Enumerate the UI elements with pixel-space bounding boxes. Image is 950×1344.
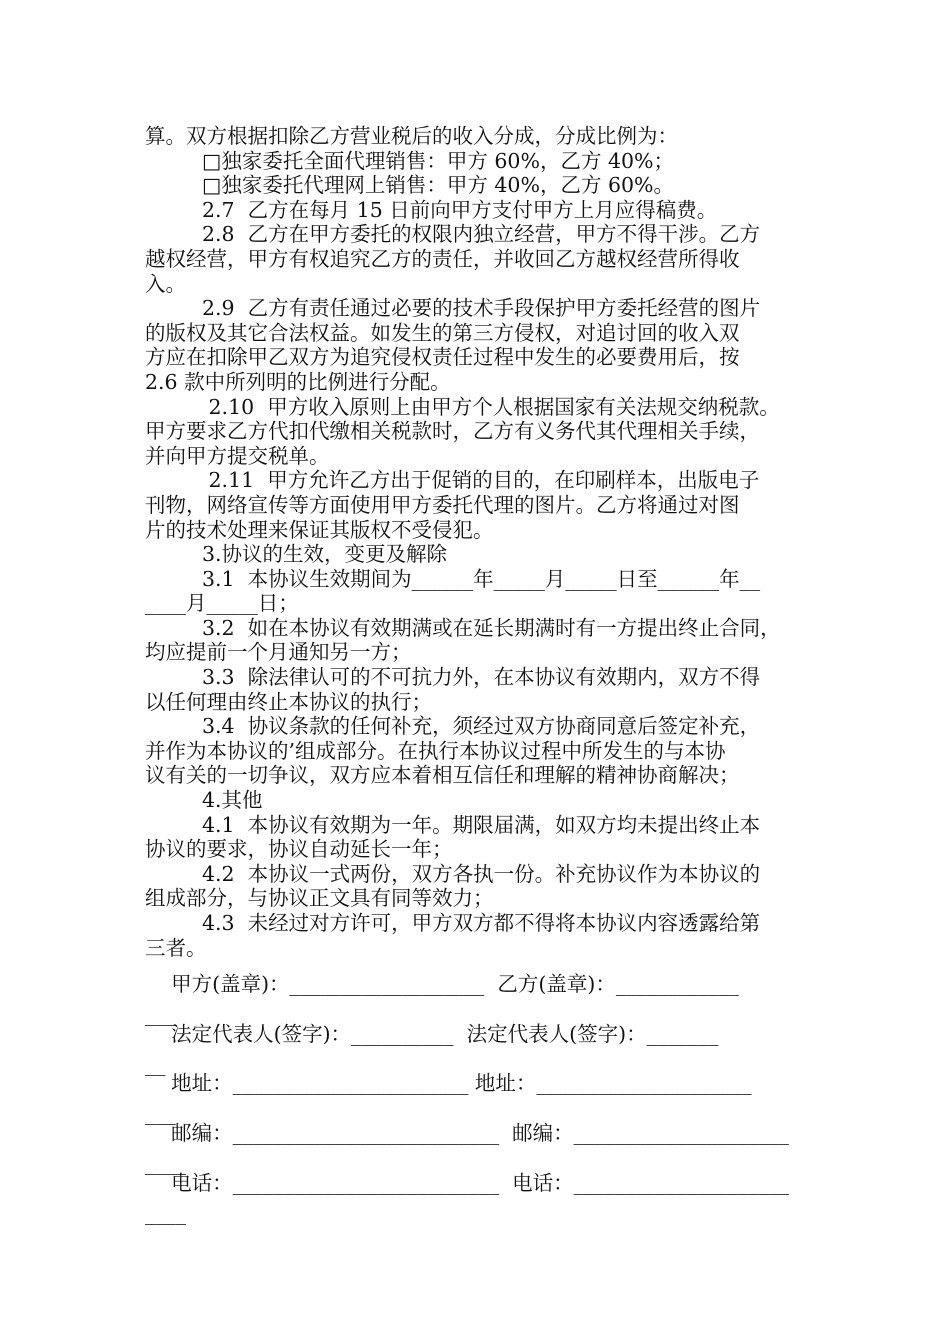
body-line: 片的技术处理来保证其版权不受侵犯。 — [145, 517, 494, 542]
signature-party-a-b-seal: 甲方(盖章)：___________________ 乙方(盖章)：____________ — [145, 972, 739, 996]
signature-postcode: 邮编：__________________________ 邮编：_____________________ — [145, 1121, 789, 1145]
option-checkbox-line: □独家委托全面代理销售：甲方 60%，乙方 40%； — [202, 148, 675, 173]
clause-3-2: 3.2 如在本协议有效期满或在延长期满时有一方提出终止合同， — [202, 615, 781, 640]
signature-address: 地址：_______________________ 地址：_____________________ — [145, 1071, 752, 1095]
body-line: 协议的要求，协议自动延长一年； — [145, 837, 453, 862]
contract-body — [145, 124, 810, 960]
body-line: 入。 — [145, 271, 186, 296]
signature-line-tail: __ — [145, 1052, 166, 1076]
signature-line-tail: ___ — [145, 1101, 176, 1125]
signature-phone: 电话：__________________________ 电话：_____________________ — [145, 1171, 789, 1195]
body-line: 并作为本协议的’组成部分。在执行本协议过程中所发生的与本协 — [145, 738, 726, 763]
body-line: 刊物，网络宣传等方面使用甲方委托代理的图片。乙方将通过对图 — [145, 492, 740, 517]
clause-4-2: 4.2 本协议一式两份，双方各执一份。补充协议作为本协议的 — [202, 861, 761, 886]
body-line: 以任何理由终止本协议的执行； — [145, 689, 432, 714]
clause-3-4: 3.4 协议条款的任何补充，须经过双方协商同意后签定补充， — [202, 714, 761, 739]
body-line: 2.6 款中所列明的比例进行分配。 — [145, 369, 451, 394]
clause-4-1: 4.1 本协议有效期为一年。期限届满，如双方均未提出终止本 — [202, 812, 761, 837]
signature-line-tail: ___ — [145, 1002, 176, 1026]
option-checkbox-line: □独家委托代理网上销售：甲方 40%，乙方 60%。 — [202, 173, 675, 198]
signature-line-tail: ____ — [145, 1201, 186, 1225]
clause-2-11: 2.11 甲方允许乙方出于促销的目的，在印刷样本，出版电子 — [202, 468, 760, 493]
section-heading-3: 3.协议的生效，变更及解除 — [202, 542, 448, 567]
signature-line-tail: ____ — [145, 1151, 186, 1175]
body-line: 三者。 — [145, 935, 207, 960]
body-line: 方应在扣除甲乙双方为追究侵权责任过程中发生的必要费用后，按 — [145, 345, 740, 370]
body-line: 越权经营，甲方有权追究乙方的责任，并收回乙方越权经营所得收 — [145, 246, 740, 271]
body-line: 议有关的一切争议，双方应本着相互信任和理解的精神协商解决； — [145, 763, 740, 788]
body-line: 并向甲方提交税单。 — [145, 443, 330, 468]
clause-2-7: 2.7 乙方在每月 15 日前向甲方支付甲方上月应得稿费。 — [202, 197, 718, 222]
section-heading-4: 4.其他 — [202, 788, 263, 813]
body-line: ____月_____日； — [145, 591, 299, 616]
clause-2-8: 2.8 乙方在甲方委托的权限内独立经营，甲方不得干涉。乙方 — [202, 222, 761, 247]
clause-3-1: 3.1 本协议生效期间为______年_____月_____日至______年__ — [202, 566, 761, 591]
body-line: 算。双方根据扣除乙方营业税后的收入分成，分成比例为： — [145, 124, 678, 148]
body-line: 组成部分，与协议正文具有同等效力； — [145, 886, 494, 911]
body-line: 的版权及其它合法权益。如发生的第三方侵权，对追讨回的收入双 — [145, 320, 740, 345]
body-line: 甲方要求乙方代扣代缴相关税款时，乙方有义务代其代理相关手续， — [145, 419, 760, 444]
clause-2-9: 2.9 乙方有责任通过必要的技术手段保护甲方委托经营的图片 — [202, 296, 761, 321]
clause-4-3: 4.3 未经过对方许可，甲方双方都不得将本协议内容透露给第 — [202, 911, 761, 935]
signature-legal-representative: 法定代表人(签字)：__________ 法定代表人(签字)：_______ — [145, 1022, 719, 1046]
clause-2-10: 2.10 甲方收入原则上由甲方个人根据国家有关法规交纳税款。 — [202, 394, 780, 419]
body-line: 均应提前一个月通知另一方； — [145, 640, 412, 665]
clause-3-3: 3.3 除法律认可的不可抗力外，在本协议有效期内，双方不得 — [202, 665, 761, 690]
